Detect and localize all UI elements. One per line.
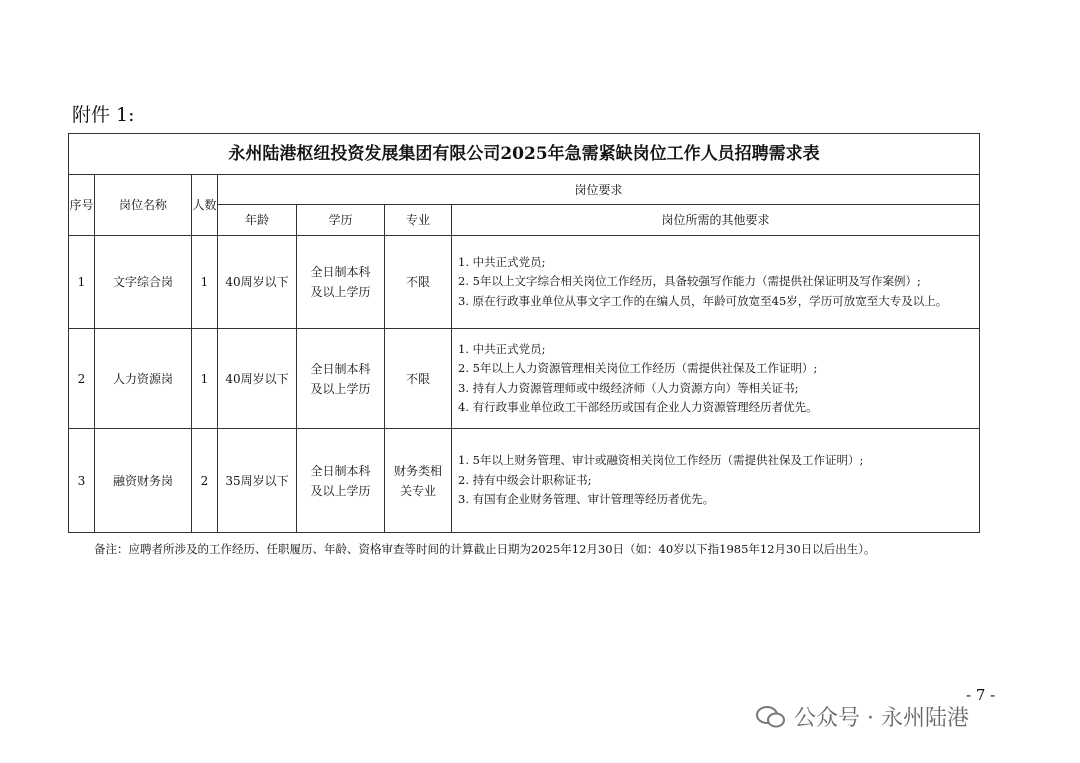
cell-major: 财务类相关专业 [385, 429, 452, 533]
cell-position: 融资财务岗 [95, 429, 192, 533]
table-title: 永州陆港枢纽投资发展集团有限公司2025年急需紧缺岗位工作人员招聘需求表 [69, 134, 980, 175]
cell-position: 文字综合岗 [95, 236, 192, 329]
page-number: - 7 - [966, 686, 996, 704]
table-row [69, 429, 980, 533]
cell-age: 40周岁以下 [218, 236, 297, 329]
cell-education: 全日制本科及以上学历 [297, 236, 385, 329]
header-education: 学历 [297, 205, 385, 236]
cell-education: 全日制本科及以上学历 [297, 329, 385, 429]
header-count: 人数 [192, 175, 218, 236]
cell-position: 人力资源岗 [95, 329, 192, 429]
cell-seq: 2 [69, 329, 95, 429]
requirement-item: 1. 中共正式党员; [458, 254, 546, 269]
requirement-item: 2. 持有中级会计职称证书; [458, 472, 592, 487]
requirement-item: 1. 中共正式党员; [458, 341, 546, 356]
cell-other [452, 236, 980, 329]
table-note: 备注：应聘者所涉及的工作经历、任职履历、年龄、资格审查等时间的计算截止日期为2025年12月30日（如：40岁以下指1985年12月30日以后出生）。 [94, 542, 876, 556]
requirement-item: 2. 5年以上文字综合相关岗位工作经历，具备较强写作能力（需提供社保证明及写作案例）; [458, 274, 921, 289]
cell-seq: 1 [69, 236, 95, 329]
cell-education: 全日制本科及以上学历 [297, 429, 385, 533]
cell-seq: 3 [69, 429, 95, 533]
requirement-item: 4. 有行政事业单位政工干部经历或国有企业人力资源管理经历者优先。 [458, 400, 818, 414]
requirement-item: 1. 5年以上财务管理、审计或融资相关岗位工作经历（需提供社保及工作证明）; [458, 453, 864, 468]
watermark-text: 公众号 · 永州陆港 [794, 706, 969, 731]
header-major: 专业 [385, 205, 452, 236]
watermark [756, 701, 969, 732]
recruitment-table [68, 133, 980, 533]
requirement-item: 2. 5年以上人力资源管理相关岗位工作经历（需提供社保及工作证明）; [458, 361, 818, 375]
table-row [69, 236, 980, 329]
attachment-label: 附件 1: [72, 104, 135, 126]
header-position: 岗位名称 [95, 175, 192, 236]
cell-count: 2 [192, 429, 218, 533]
requirement-item: 3. 持有人力资源管理师或中级经济师（人力资源方向）等相关证书; [458, 380, 799, 395]
header-requirements: 岗位要求 [218, 175, 980, 205]
wechat-icon [756, 705, 786, 729]
cell-other [452, 429, 980, 533]
header-seq: 序号 [69, 175, 95, 236]
cell-count: 1 [192, 236, 218, 329]
cell-major: 不限 [385, 329, 452, 429]
cell-age: 40周岁以下 [218, 329, 297, 429]
cell-count: 1 [192, 329, 218, 429]
requirement-item: 3. 有国有企业财务管理、审计管理等经历者优先。 [458, 492, 715, 507]
table-row [69, 329, 980, 429]
header-other: 岗位所需的其他要求 [452, 205, 980, 236]
cell-age: 35周岁以下 [218, 429, 297, 533]
cell-major: 不限 [385, 236, 452, 329]
cell-other [452, 329, 980, 429]
header-age: 年龄 [218, 205, 297, 236]
requirement-item: 3. 原在行政事业单位从事文字工作的在编人员，年龄可放宽至45岁，学历可放宽至大专及以上。 [458, 293, 948, 308]
